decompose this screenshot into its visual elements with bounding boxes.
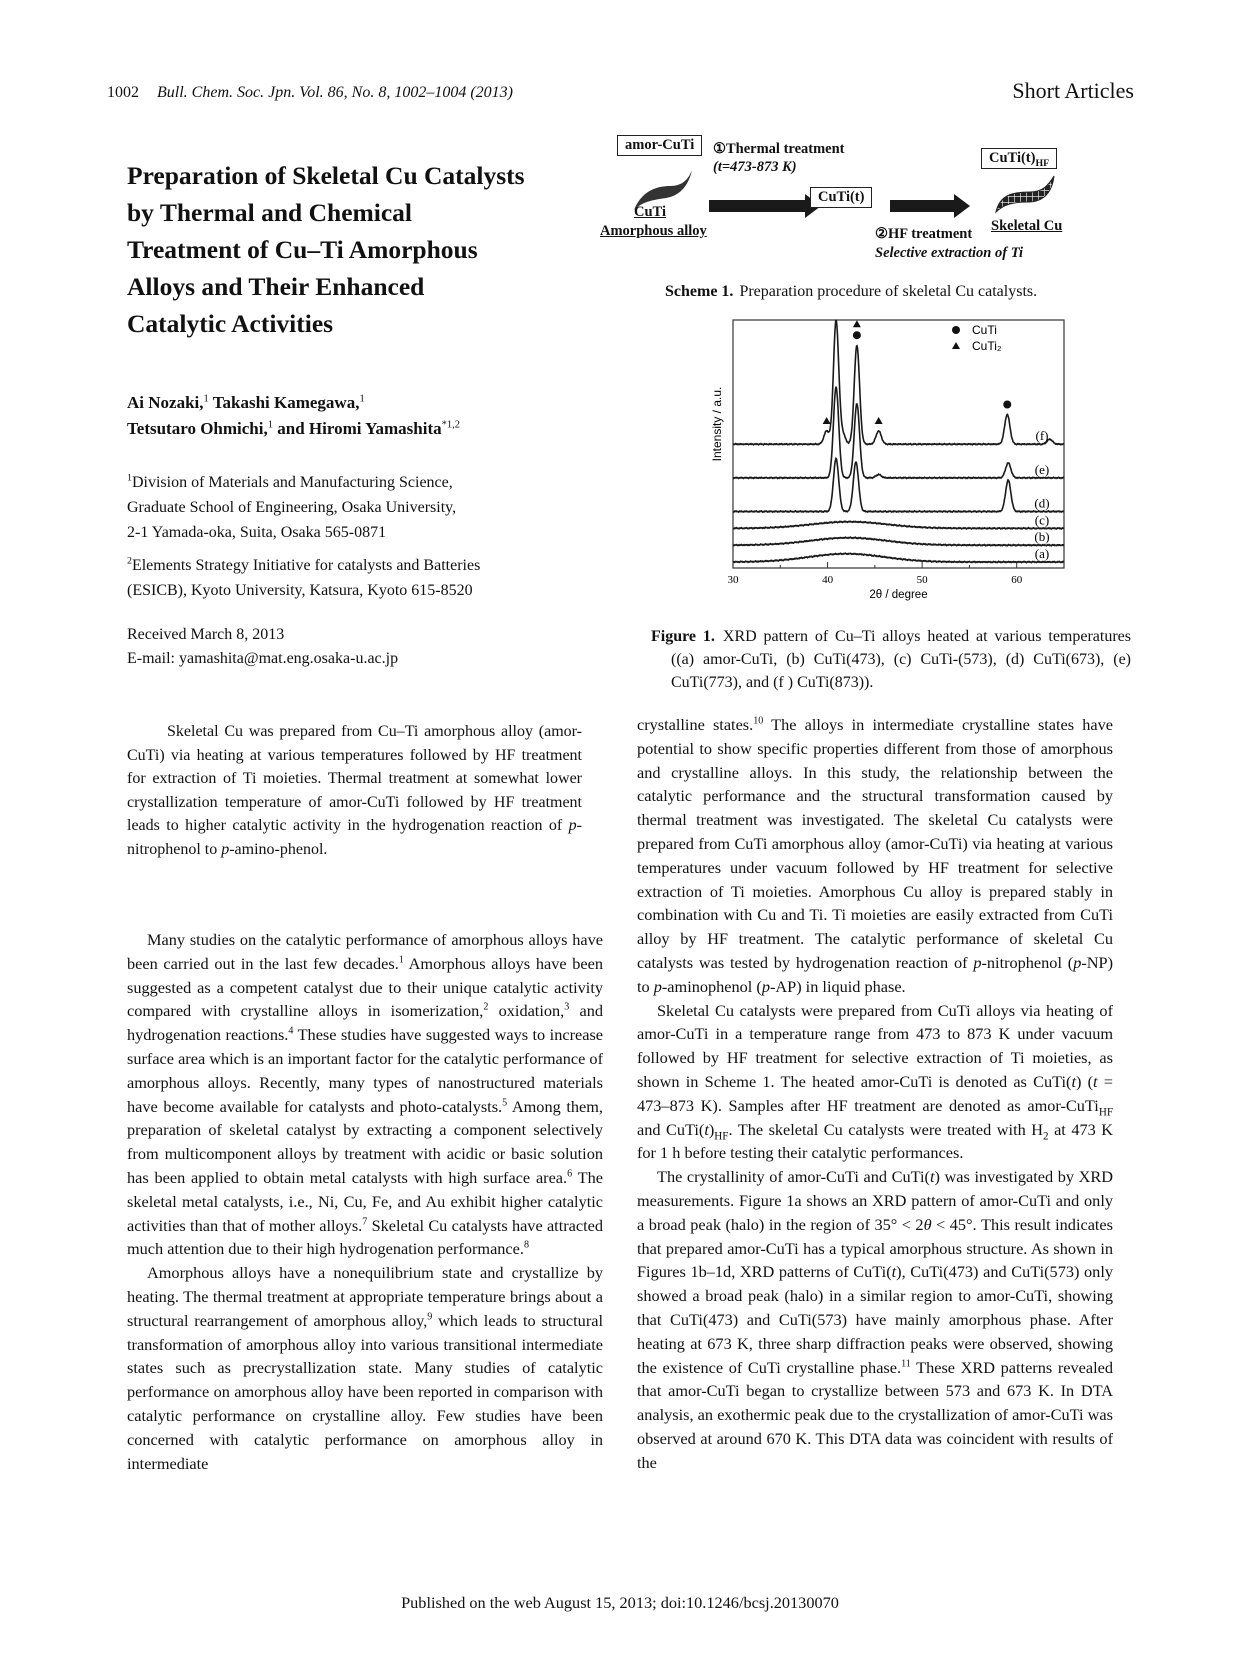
x-tick-label: 60 — [1011, 574, 1023, 586]
x-tick-label: 40 — [822, 574, 834, 586]
author-affil-mark: 1 — [359, 393, 365, 405]
reference-mark: 10 — [753, 715, 764, 727]
title-line: Alloys and Their Enhanced — [127, 272, 425, 301]
italic-symbol: p — [1073, 952, 1082, 972]
amorphous-alloy-label: Amorphous alloy — [600, 223, 707, 239]
subscript: HF — [1098, 1106, 1113, 1118]
title-line: Treatment of Cu–Ti Amorphous — [127, 235, 478, 264]
box-label: CuTi(t) — [989, 150, 1036, 166]
abstract-text: -nitrophenol to — [127, 817, 582, 858]
reference-mark: 11 — [901, 1358, 911, 1370]
reference-mark: 5 — [502, 1097, 508, 1109]
step2-label: ②HF treatment — [875, 226, 973, 242]
xrd-curve — [733, 320, 1064, 445]
xrd-curve — [733, 553, 1064, 562]
body-paragraph: crystalline states.$^{10}$ The alloys in intermediate crystalline states have potential to show specific properties different from those of amorphous and crystalline alloys. In this study, the relationship between the catalytic performance and the structural transformation caused by thermal treatment was investigated. The skeletal Cu catalysts were prepared from CuTi amorphous alloy (amor-CuTi) via heating at various temperatures under vacuum followed by HF treatment for selective extraction of Ti moieties. Amorphous Cu alloy is prepared stably in combination with Cu and Ti. Ti moieties are easily extracted from CuTi alloy by HF treatment. The catalytic performance of skeletal Cu catalysts was tested by hydrogenation reaction of p-nitrophenol (p-NP) to p-aminophenol (p-AP) in liquid phase. — [637, 715, 1113, 996]
step1-label: ①Thermal treatment — [713, 141, 845, 157]
author-affil-mark: *1,2 — [441, 419, 461, 431]
author-list — [127, 390, 607, 442]
xrd-curve — [733, 521, 1064, 529]
italic-symbol: t — [704, 1119, 709, 1139]
cuti-t-box: CuTi(t) — [810, 187, 872, 208]
received-date: Received March 8, 2013 — [127, 626, 285, 643]
italic-symbol: t — [1071, 1071, 1076, 1091]
affil-mark: 1 — [127, 472, 132, 484]
curve-label: (a) — [1034, 546, 1050, 561]
title-line: Preparation of Skeletal Cu Catalysts — [127, 161, 525, 190]
cuti2-marker-icon — [952, 342, 960, 349]
skeletal-cu-label: Skeletal Cu — [991, 218, 1063, 234]
curve-label: (e) — [1034, 461, 1050, 477]
abstract — [127, 720, 582, 862]
curve-label: (d) — [1034, 495, 1050, 511]
abstract-text: Skeletal Cu was prepared from Cu–Ti amorphous alloy (amor-CuTi) via heating at various temperatures followed by HF treatment for extraction of Ti moieties. Thermal treatment at somewhat lower crystallization temperature of amor-CuTi followed by HF treatment leads to higher catalytic activity in the hydrogenation reaction of — [127, 723, 582, 835]
abstract-text: -amino-phenol. — [229, 840, 328, 858]
affil-line: 2-1 Yamada-oka, Suita, Osaka 565-0871 — [127, 524, 387, 541]
figure-caption-text: XRD pattern of Cu–Ti alloys heated at various temperatures ((a) amor-CuTi, (b) CuTi(473), (c) CuTi-(573), (d) CuTi(673), (e) CuTi(773), and (f ) CuTi(873)). — [671, 628, 1131, 691]
journal-citation: Bull. Chem. Soc. Jpn. Vol. 86, No. 8, 1002–1004 (2013) — [157, 84, 513, 101]
italic-symbol: t — [929, 1167, 935, 1187]
affil-line: Elements Strategy Initiative for catalysts and Batteries — [131, 557, 481, 574]
affil-line: (ESICB), Kyoto University, Katsura, Kyoto 615-8520 — [127, 582, 473, 599]
body-paragraph: Many studies on the catalytic performance of amorphous alloys have been carried out in the last few decades.$^1$ Amorphous alloys have been suggested as a competent catalyst due to their unique catalytic activity compared with crystalline alloys in isomerization,$^2$ oxidation,$^3$ and hydrogenation reactions.$^4$ These studies have suggested ways to increase surface area which is an important factor for the catalytic performance of amorphous alloys. Recently, many types of nanostructured materials have become available for catalysts and photo-catalysts.$^5$ Among them, preparation of skeletal catalyst by extracting a component selectively from multicomponent alloys by treatment with acidic or basic solution has been applied to obtain metal catalysts with high surface area.$^6$ The skeletal metal catalysts, i.e., Ni, Cu, Fe, and Au exhibit higher catalytic activities than that of mother alloys.$^7$ Skeletal Cu catalysts have attracted much attention due to their high hydrogenation performance.$^8$ — [127, 930, 604, 1259]
author-name: Ai Nozaki, — [127, 393, 204, 412]
figure-caption — [651, 625, 1131, 694]
body-paragraph: Amorphous alloys have a nonequilibrium state and crystallize by heating. The thermal treatment at appropriate temperature brings about a structural rearrangement of amorphous alloy,$^9$ which leads to structural transformation of amorphous alloy into various transitional intermediate states such as precrystallization state. Many studies of catalytic performance on amorphous alloy have been reported in comparison with catalytic performance on crystalline alloy. Few studies have been concerned with catalytic performance on amorphous alloy in intermediate — [127, 1263, 603, 1473]
body-paragraph: The crystallinity of amor-CuTi and CuTi(t) was investigated by XRD measurements. Figure 1a shows an XRD pattern of amor-CuTi and only a broad peak (halo) in the region of 35° < 2θ < 45°. This result indicates that prepared amor-CuTi has a typical amorphous structure. As shown in Figures 1b–1d, XRD patterns of CuTi(t), CuTi(473) and CuTi(573) only showed a broad peak (halo) in a similar region to amor-CuTi, showing that CuTi(473) and CuTi(573) have mainly amorphous phase. After heating at 673 K, three sharp diffraction peaks were observed, showing the existence of CuTi crystalline phase.$^{11}$ These XRD patterns revealed that amor-CuTi began to crystallize between 573 and 673 K. In DTA analysis, an exothermic peak due to the crystallization of amor-CuTi was observed at around 670 K. This DTA data was coincident with results of the — [637, 1167, 1113, 1472]
italic-symbol: p — [653, 976, 662, 996]
cuti-marker-icon — [853, 331, 861, 339]
xrd-chart — [700, 318, 1100, 608]
cuti-marker-icon — [1003, 400, 1011, 408]
affiliation-2 — [127, 553, 607, 603]
article-title — [127, 157, 607, 342]
author-name: Takashi Kamegawa, — [212, 393, 360, 412]
affil-mark: 2 — [127, 555, 132, 567]
body-column-left — [127, 928, 603, 1475]
running-head — [107, 84, 513, 102]
title-line: Catalytic Activities — [127, 309, 334, 338]
affil-line: Division of Materials and Manufacturing Science, — [131, 474, 453, 491]
author-affil-mark: 1 — [203, 393, 209, 405]
reference-mark: 9 — [427, 1311, 433, 1323]
cuti2-marker-icon — [875, 417, 883, 424]
x-tick-label: 50 — [916, 574, 928, 586]
xrd-curve — [733, 459, 1064, 513]
reference-mark: 2 — [483, 1001, 489, 1013]
box-subscript: HF — [1035, 157, 1050, 169]
reference-mark: 1 — [398, 954, 404, 966]
publication-footer: Published on the web August 15, 2013; doi:10.1246/bcsj.20130070 — [401, 1593, 839, 1612]
y-axis-label: Intensity / a.u. — [710, 386, 724, 462]
reference-mark: 7 — [362, 1216, 368, 1228]
arrow-right-icon — [709, 200, 805, 212]
cuti2-marker-icon — [823, 417, 831, 424]
arrow-right-icon — [890, 200, 954, 212]
legend-label: CuTi — [972, 323, 997, 337]
page-number: 1002 — [107, 84, 139, 101]
legend-label: CuTi₂ — [972, 339, 1002, 353]
curve-label: (f) — [1035, 428, 1049, 444]
reference-mark: 3 — [564, 1001, 570, 1013]
cuti-label: CuTi — [634, 204, 666, 220]
cuti2-marker-icon — [853, 320, 861, 327]
italic-symbol: t — [891, 1262, 897, 1282]
reference-mark: 4 — [288, 1025, 294, 1037]
abstract-italic: p — [221, 840, 230, 858]
scheme-caption — [665, 283, 1037, 301]
contact-email[interactable]: E-mail: yamashita@mat.eng.osaka-u.ac.jp — [127, 650, 399, 667]
curve-label: (c) — [1034, 512, 1050, 528]
italic-symbol: p — [973, 952, 982, 972]
author-name: and Hiromi Yamashita — [277, 419, 442, 438]
cuti-t-hf-box — [981, 148, 1057, 169]
step2-condition: Selective extraction of Ti — [875, 245, 1024, 261]
italic-symbol: t — [1093, 1071, 1098, 1091]
received-info — [127, 623, 607, 671]
author-affil-mark: 1 — [267, 419, 274, 431]
body-column-right — [637, 713, 1113, 1475]
scheme-1-diagram — [600, 137, 1140, 288]
x-axis-label: 2θ / degree — [869, 589, 928, 601]
xrd-plot — [700, 318, 1100, 608]
reference-mark: 8 — [523, 1239, 530, 1251]
step1-condition: (t=473-873 K) — [713, 159, 797, 175]
scheme-caption-text: Preparation procedure of skeletal Cu catalysts. — [739, 283, 1038, 300]
abstract-italic: p — [568, 817, 577, 835]
scheme-caption-label: Scheme 1. — [665, 283, 734, 300]
author-name: Tetsutaro Ohmichi, — [127, 419, 268, 438]
italic-symbol: p — [761, 976, 770, 996]
affil-line: Graduate School of Engineering, Osaka University, — [127, 499, 457, 516]
skeletal-ribbon-icon — [990, 172, 1060, 216]
body-paragraph: Skeletal Cu catalysts were prepared from CuTi alloys via heating of amor-CuTi in a temperature range from 473 to 873 K under vacuum followed by HF treatment for selective extraction of Ti moieties, as shown in Scheme 1. The heated amor-CuTi is denoted as CuTi(t) (t = 473–873 K). Samples after HF treatment are denoted as amor-CuTi$_{HF}$ and $CuTi(t)_{HF}$. The skeletal Cu catalysts were treated with $H_2$ at 473 K for 1 h before testing their catalytic performances. — [637, 1000, 1114, 1163]
title-line: by Thermal and Chemical — [127, 198, 413, 227]
section-label: Short Articles — [1012, 78, 1134, 103]
reference-mark: 6 — [567, 1168, 573, 1180]
italic-symbol: θ — [923, 1214, 932, 1234]
affiliation-1 — [127, 470, 607, 545]
amor-cuti-box: amor-CuTi — [617, 135, 702, 156]
curve-label: (b) — [1034, 529, 1050, 545]
subscript: 2 — [1043, 1129, 1049, 1142]
x-tick-label: 30 — [727, 574, 739, 586]
figure-caption-label: Figure 1. — [651, 628, 715, 645]
xrd-curve — [733, 387, 1064, 479]
subscript: HF — [714, 1129, 729, 1142]
xrd-curve — [733, 537, 1064, 546]
cuti-marker-icon — [952, 326, 960, 334]
